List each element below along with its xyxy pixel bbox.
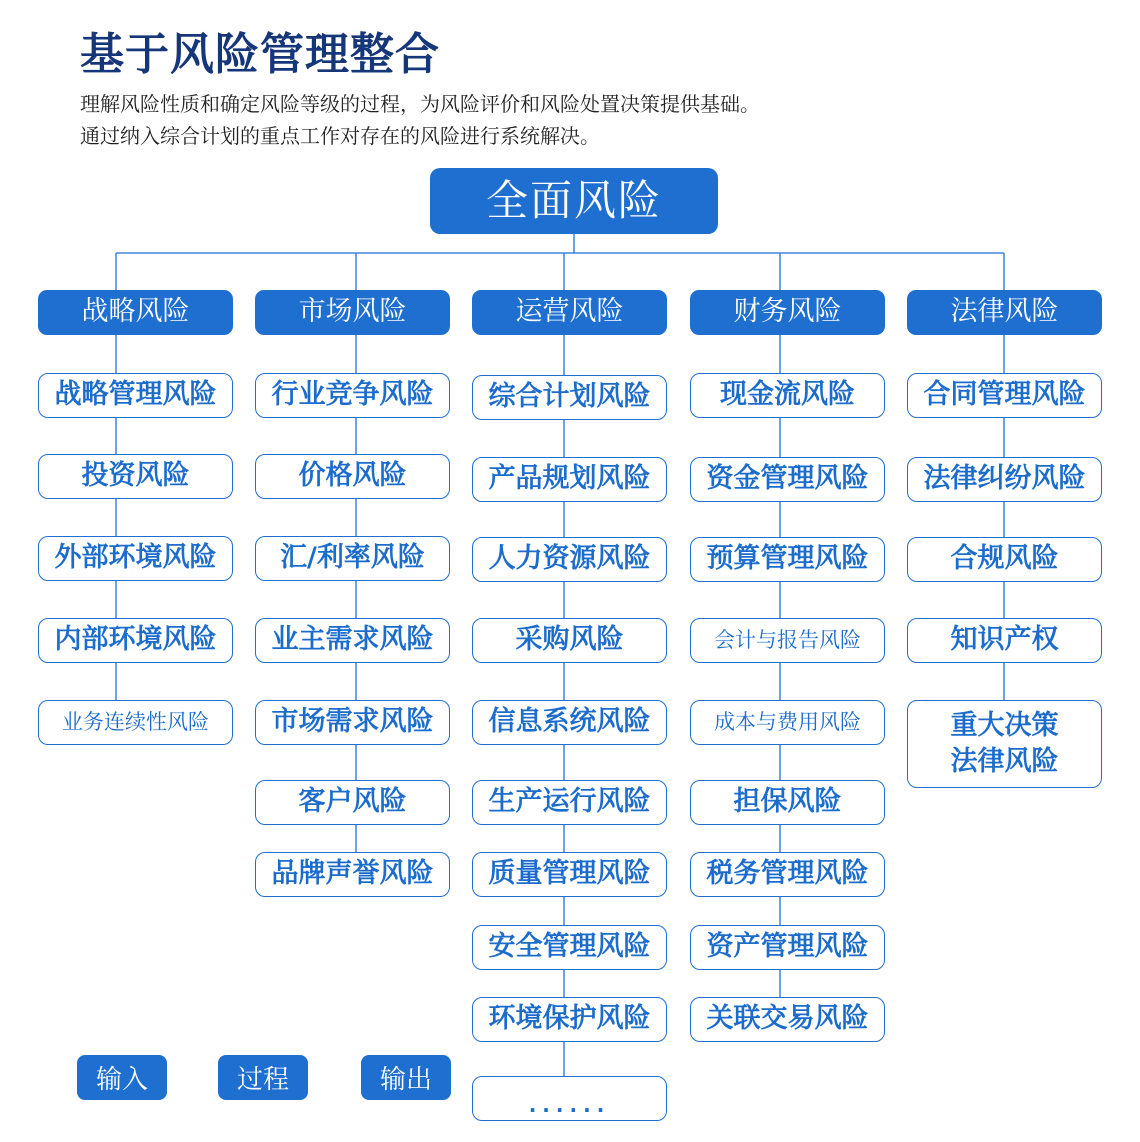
- risk-item: 税务管理风险: [690, 852, 885, 897]
- risk-item: 业主需求风险: [255, 618, 450, 663]
- category-5: 法律风险: [907, 290, 1102, 335]
- risk-item: 合同管理风险: [907, 373, 1102, 418]
- legend-input: 输入: [77, 1055, 167, 1100]
- category-1: 战略风险: [38, 290, 233, 335]
- risk-item: 市场需求风险: [255, 700, 450, 745]
- risk-item: 合规风险: [907, 537, 1102, 582]
- risk-item: 品牌声誉风险: [255, 852, 450, 897]
- risk-item: 价格风险: [255, 454, 450, 499]
- page-title: 基于风险管理整合: [80, 29, 440, 80]
- risk-item: 行业竞争风险: [255, 373, 450, 418]
- legend-output: 输出: [361, 1055, 451, 1100]
- risk-item: 知识产权: [907, 618, 1102, 663]
- risk-item: 综合计划风险: [472, 375, 667, 420]
- risk-item: 信息系统风险: [472, 700, 667, 745]
- risk-item: 内部环境风险: [38, 618, 233, 663]
- risk-item: 质量管理风险: [472, 852, 667, 897]
- risk-item: 资产管理风险: [690, 925, 885, 970]
- risk-item: 预算管理风险: [690, 537, 885, 582]
- risk-item: 环境保护风险: [472, 997, 667, 1042]
- risk-item: ......: [472, 1076, 667, 1121]
- risk-item: 会计与报告风险: [690, 618, 885, 663]
- risk-item: 法律纠纷风险: [907, 457, 1102, 502]
- risk-item: 成本与费用风险: [690, 700, 885, 745]
- risk-item: 采购风险: [472, 618, 667, 663]
- risk-item: 产品规划风险: [472, 457, 667, 502]
- root-node: 全面风险: [430, 168, 718, 234]
- risk-item: 投资风险: [38, 454, 233, 499]
- category-3: 运营风险: [472, 290, 667, 335]
- risk-item: 客户风险: [255, 780, 450, 825]
- risk-item: 汇/利率风险: [255, 536, 450, 581]
- risk-item: 担保风险: [690, 780, 885, 825]
- risk-item: 战略管理风险: [38, 373, 233, 418]
- risk-item: 生产运行风险: [472, 780, 667, 825]
- risk-item: 关联交易风险: [690, 997, 885, 1042]
- subtitle-line-1: 理解风险性质和确定风险等级的过程，为风险评价和风险处置决策提供基础。: [80, 92, 760, 116]
- legend-process: 过程: [218, 1055, 308, 1100]
- risk-item: 外部环境风险: [38, 536, 233, 581]
- risk-item: 资金管理风险: [690, 457, 885, 502]
- risk-item: 业务连续性风险: [38, 700, 233, 745]
- category-4: 财务风险: [690, 290, 885, 335]
- subtitle-line-2: 通过纳入综合计划的重点工作对存在的风险进行系统解决。: [80, 124, 600, 148]
- risk-item: 重大决策法律风险: [907, 700, 1102, 788]
- risk-item: 安全管理风险: [472, 925, 667, 970]
- risk-item: 现金流风险: [690, 373, 885, 418]
- risk-item: 人力资源风险: [472, 537, 667, 582]
- category-2: 市场风险: [255, 290, 450, 335]
